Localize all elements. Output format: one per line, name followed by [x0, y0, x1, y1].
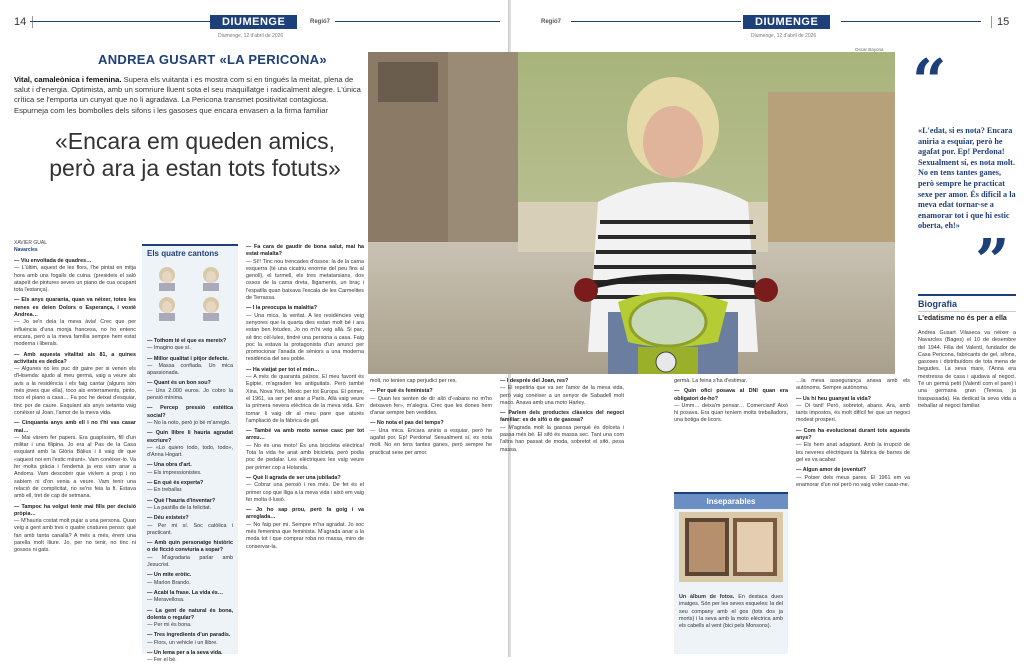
qa-item	[147, 338, 233, 353]
right-region-label: Regió7	[541, 19, 562, 25]
answer: …la meva assegurança anava amb els autònoms. Sempre autònoma.	[796, 378, 910, 392]
page-number: 14	[14, 16, 27, 28]
right-region-tag	[541, 14, 561, 30]
region-tag	[310, 14, 330, 30]
answer: — «Lo quiero todo, todo, todo», d'Anna Hogart.	[147, 444, 233, 459]
right-section-banner	[743, 14, 830, 30]
close-quote-icon: ”	[975, 227, 1010, 297]
qa-item	[147, 650, 233, 665]
answer: molt, no tenien cap perjudici per res.	[370, 378, 457, 384]
right-issue-date: Diumenge, 12 d'abril de 2026	[751, 33, 817, 39]
answer: — Mai vàrem fer papers. Era guapíssim, fill d'un militar i una filipina. Jo era al Pas de la Casa esquiant amb la Glòria Bàlius i li vaig dir que «aquest noi em l'estic mirant». Vam conèixer-lo. Va fer molta gràcia i l'endemà ja ens vam anar a Andorra. Vam descobrir que vivíem a prop i no sabíem ni d'on venia a veure. Vam tenir una relació de complicitat, no se'ns feia la fi. Estava amb ell, tret de cap de setmana.	[14, 434, 136, 500]
answer: — Marlon Brando.	[147, 579, 191, 586]
question: — Per què és feminista?	[370, 388, 433, 395]
question: — També va amb moto sense casc per tot arreu…	[246, 428, 364, 442]
qa-item	[246, 507, 364, 551]
answer: — Per mi sí. Soc catòlica i practicant.	[147, 522, 233, 536]
inseparables-caption-bold: Un àlbum de fotos.	[679, 594, 735, 600]
question: — Tampoc ha volgut tenir mai fills per decisió pròpia…	[14, 503, 136, 517]
qa-item	[500, 410, 624, 454]
issue-date: Diumenge, 12 d'abril de 2026	[218, 33, 284, 39]
qa-item	[500, 378, 624, 407]
qa-item	[246, 428, 364, 472]
qa-item	[246, 244, 364, 302]
qa-item	[796, 378, 910, 393]
qa-item	[370, 388, 492, 417]
answer: — Fer el bé.	[147, 657, 177, 664]
answer: — Per mi és bona.	[147, 622, 192, 629]
body-column-3	[246, 244, 364, 654]
question: — Tres ingredients d'un paradís.	[147, 632, 231, 639]
qa-item	[147, 515, 233, 537]
answer: — En treballar.	[147, 487, 183, 494]
question: — Quant és un bon sou?	[147, 380, 211, 387]
question: — Amb aquesta vitalitat als 81, a quines activitats es dedica?	[14, 351, 136, 365]
right-header-rule-2	[841, 21, 981, 22]
answer: — Meravellosa.	[147, 597, 185, 604]
right-column-b	[500, 378, 624, 654]
qa-item	[147, 540, 233, 569]
question: — Un lema per a la seva vida.	[147, 649, 223, 656]
qa-item	[14, 420, 136, 500]
question: — Algun amor de joventut?	[796, 467, 867, 474]
right-column-c	[674, 378, 788, 478]
qa-item	[147, 380, 233, 402]
question: — Quin ofici posava al DNI quan era obligatori de-ho?	[674, 388, 788, 402]
qa-item	[14, 297, 136, 348]
question: — Quin llibre li hauria agradat escriure?	[147, 430, 233, 444]
byline	[14, 240, 47, 254]
qa-item	[246, 305, 364, 363]
qa-item	[246, 367, 364, 425]
answer: — Quan les senten de dir allò d'«abans no m'ho deixaven fer», m'alegra. Crec que les dones hem d'anar sempre ben vestides.	[370, 395, 492, 417]
biography-subtitle: L'edatisme no és per a ella	[918, 311, 1016, 325]
qa-item	[796, 428, 910, 464]
answer: — Uns 2.000 euros. Jo cobro la pensió mínima.	[147, 387, 233, 402]
answer: — A més de quaranta països. El meu favorit és Egipte, m'agraden les antiguitats. Però també Xina, Nova York, Mèxic per tot Europa. El primer, el 1961, va ser per anar a París. Allà vaig veure la primera nevera elèctrica de la meva vida. Em tornar li vaig dir al meu pare que aturés l'ampliació de la fàbrica de gel.	[246, 374, 364, 424]
answer: — Oi tant! Però, sobretot, abans. Ara, amb tants impostos, és molt difícil fer que un negoci modest prosperi.	[796, 402, 910, 424]
qa-item	[370, 378, 492, 385]
region-label: Regió7	[310, 19, 331, 25]
qa-item	[14, 258, 136, 294]
qa-item	[674, 388, 788, 424]
answer: — Els impressionistes.	[147, 469, 202, 476]
answer: — Una mica, la veritat. A les residències veig senyores que la quarta dies estan molt bé i ara estan ben fotudes. Jo no m'hi veig allà. Si pac, sé tinc cèl·lules, tindré una persona a casa. Faig poc la estava la protagonista d'un anunci per promocionar l'anada de sèniors a una moderna residència del seu poble.	[246, 312, 364, 363]
inseparables-caption	[679, 594, 783, 654]
right-section-title: DIUMENGE	[743, 15, 830, 29]
question: — Parlem dels productes clàssics del negoci familiar: es de sifó o de gasosa?	[500, 410, 624, 424]
question: — Viu envoltada de quadres…	[14, 258, 92, 264]
qa-item	[796, 467, 910, 489]
question: — En què és experta?	[147, 480, 204, 487]
question: — Cinquanta anys amb ell i no t'hi vas casar mai…	[14, 420, 136, 434]
question: — Fa cara de gaudir de bona salut, mai ha estat malalta?	[246, 244, 364, 258]
pull-quote: «L'edat, si es nota? Encara aniria a esquiar, però he agafat por. Ep! Perdona! Sexualment sí, es nota molt. No en tens tantes ganes, però sempre he practicat sexe per amor. És difícil a la meva edat tornar-se a enamorar tot i que hi estic oberta, eh!»	[918, 126, 1016, 231]
photo-album-image	[679, 512, 783, 582]
biography-title: Biografia	[918, 294, 1016, 309]
answer: germà. La feina s'ha d'estimar.	[674, 378, 748, 384]
byline-place: Navarcles	[14, 247, 38, 253]
qa-item	[147, 498, 233, 513]
answer: — No la noto, però jo bé m'arreglo.	[147, 419, 231, 426]
inseparables-box	[674, 492, 788, 654]
question: — Ha viatjat per tot el món…	[246, 366, 320, 373]
question: — Què li agrada de ser una jubilada?	[246, 474, 341, 481]
qa-item	[14, 504, 136, 555]
answer: — La pastilla de la felicitat.	[147, 504, 212, 511]
qa-item	[674, 378, 788, 385]
question: — La gent de natural és bona, dolenta o regular?	[147, 607, 233, 621]
section-title: DIUMENGE	[210, 15, 297, 29]
right-page-number-box	[991, 14, 1009, 30]
answer: — Potser dels meus pares. El 1961 em va enamorar d'un noi però no vaig voler casar-me.	[796, 474, 910, 488]
question: — I després del Joan, res?	[500, 378, 569, 384]
question: — Què l'hauria d'inventar?	[147, 497, 216, 504]
question: — Acabi la frase. La vida és…	[147, 589, 224, 596]
open-quote-icon: “	[912, 47, 947, 117]
portrait-sketches	[147, 261, 233, 323]
quatre-cantons-title: Els quatre cantons	[147, 249, 219, 258]
question: — Percep pressió estètica social?	[147, 405, 233, 419]
answer: — Massa confiada. Un mica apassionada.	[147, 362, 233, 377]
qa-item	[796, 396, 910, 425]
left-header	[14, 14, 40, 30]
header-rule	[30, 21, 210, 22]
answer: — M'agrada molt la gasosa perquè és dolceta i passa més bé. El sifó és massa sec. Tant una com l'altra han passat de moda, sobretot el sifó, pesa massa.	[500, 424, 624, 453]
qa-item	[147, 608, 233, 630]
inseparables-title: Inseparables	[674, 494, 788, 509]
question: — Millor qualitat i pitjor defecte.	[147, 355, 229, 362]
question: — I la preocupa la malaltia?	[246, 305, 317, 312]
answer: — Una mica. Encara aniria a esquiar, però he agafat por. Ep! Perdona! Sexualment sí, es nota molt. No en tens tantes ganes, però sempre he practicat sexe per amor.	[370, 427, 492, 456]
lead-bold: Vital, camaleònica i femenina.	[14, 75, 122, 84]
answer: — Els hem anat adaptant. Amb la irrupció de les neveres elèctriques la fàbrica de barres de gel es va acabar.	[796, 442, 910, 463]
answer: — No faig per mi. Sempre m'ha agradat. Jo soc més femenina que feminista. M'agrada anar a la moda tot i que comprar roba no massa, miro de conservar-la.	[246, 521, 364, 550]
main-photo	[368, 52, 895, 374]
right-column-d	[796, 378, 910, 654]
headline: «Encara em queden amics, però ara ja estan tots fotuts»	[49, 128, 341, 181]
qa-item	[147, 572, 233, 587]
answer: — Jo se'n deia la meva àvia! Crec que per influència d'una monja francesa, no ho entenc encara, però a la meva família sempre hem estat moderna i liberals.	[14, 319, 136, 348]
answer: — Umm… deixa'm pensar… Comerciant! Això hi posava. Era quan teníem molts treballadors, una botiga de licors.	[674, 402, 788, 424]
question: — Déu existeix?	[147, 515, 189, 522]
inseparables-caption-text: En destaca dues imatges. Són per les seves esqueles: la del seu company amb el gos (tots dos ja morts) i la seva amb la moto elèctrica amb els cabells al vent (bici pels Monsons).	[679, 594, 783, 630]
answer: — Cobrar una pensió i res més. De fet és el primer cop que lliga a la meva vida i això em vaig fer molta il·lusió.	[246, 482, 364, 503]
qa-item	[246, 475, 364, 504]
answer: — Flors, un vehicle i un llibre.	[147, 639, 218, 646]
photo-credit: Oscar Bayona	[855, 47, 884, 52]
answer: — No és una moto! És una bicicleta elèctrica! Tota la vida he anat amb bicicleta, però podia poc de pedalar. Les elèctriques les vaig veure per primer cop a Holanda.	[246, 442, 364, 471]
question: — No nota el pas del temps?	[370, 420, 444, 427]
question: — Els anys quaranta, quan va néixer, totes les nenes es deien Dolors o Esperança, i vostè Andrea…	[14, 297, 136, 319]
right-page-number: 15	[997, 16, 1010, 28]
biography-paragraph: Andrea Gusart Vilaseca va néixer a Navarcles (Bages) el 10 de desembre del 1944. Filla del Valentí, fundador de Casa Pericona, fabricants de gel, sifons, gasoses i distribuïdors de tota mena de begudes. La seva mare, l'Anna era mestressa de casa i ajudava al negoci. Té un germà petit (Valentí com el pare) i una germana gran (Teresa, ja traspassada). Ha dedicat la seva vida a treballar al negoci familiar.	[918, 330, 1016, 409]
quatre-cantons-list	[147, 338, 233, 664]
section-banner	[210, 14, 297, 30]
right-header-rule	[571, 21, 741, 22]
lead-text: Supera els vuitanta i es mostra com si en tingués la meitat, plena de salut i d'energia. Optimista, amb un somriure lluent sota el seu maquillatge i radicalment alegre. L'única crítica se l'emporta un cunyat que no li agradava. La Pericona transmet positivitat contagiosa. Espurneja com les bombolles dels sifons i les gasoses que encara envasen a la firma familiar	[14, 75, 361, 115]
byline-author: XAVIER GUAL	[14, 240, 47, 246]
question: — Amb quin personatge històric o de ficció conviuria a sopar?	[147, 540, 233, 554]
answer: — M'agradaria parlar amb Jesucrist.	[147, 554, 233, 569]
qa-item	[14, 352, 136, 418]
qa-item	[147, 462, 233, 477]
right-column-a	[370, 378, 492, 654]
header-rule-right	[335, 21, 500, 22]
answer: — Sí!! Tinc nou trencades d'ossos: la de la cama esquerra (té una cicatriu enorme del peu fins al genoll), el turmell, els tres metatarsians, dos ossos de la cama dreta, lligaments, un braç i l'espatlla quan baixava l'escala de les Carmelites de Terrassa.	[246, 258, 364, 302]
qa-item	[147, 590, 233, 605]
answer: — Imagino que sí.	[147, 345, 191, 352]
qa-item	[147, 356, 233, 378]
question: — Com ha evolucionat durant tots aquests anys?	[796, 427, 910, 442]
answer: — L'últim, aquest de les flors, l'he pintat en mitja hora amb uns fogalls de cuina. (presideix el saló atapeït de pintures seves un piano de cua ocupant tota l'estança).	[14, 265, 136, 294]
answer: — Algunes no les puc dir gaire per si venen els d'Hisenda: ajudo al meu germà, vaig a veure als avis a la residència i els faig cantar (alguns són més joves que ella), toco als enterraments, pinto, toco el piano a casa… Fa poc he deixat d'esquiar, tinc por de caure. Esquiant als anys setanta vaig conèixer al Joan, l'amor de la meva vida.	[14, 366, 136, 416]
qa-item	[370, 420, 492, 456]
qa-item	[147, 430, 233, 459]
question: — Tothom té el que es mereix?	[147, 338, 227, 344]
question: — Us hi heu guanyat la vida?	[796, 395, 871, 402]
answer: — M'hauria costat molt pujar a una persona. Quan veig a gent amb tres o quatre criatures penso: què fan amb tanta canalla? A més a més, érem una parella molt lliure. Jo, per no tenir, no tinc ni gossos ni gats.	[14, 518, 136, 554]
lead-paragraph	[14, 75, 364, 116]
answer: — El repetiria que va ser l'amor de la meva vida, però vaig conèixer a un senyor de Sabadell molt maco. Anava amb una moto Harley.	[500, 385, 624, 406]
question: — Jo ho sap prou, però fa goig i va arreglada…	[246, 507, 364, 521]
biography-text	[918, 330, 1016, 652]
kicker: ANDREA GUSART «LA PERICONA»	[98, 52, 327, 67]
question: — Una obra d'art.	[147, 462, 192, 469]
quatre-cantons-box	[142, 244, 238, 664]
qa-item	[147, 480, 233, 495]
qa-item	[147, 632, 233, 647]
body-column-1	[14, 258, 136, 650]
question: — Un mite eròtic.	[147, 572, 192, 579]
qa-item	[147, 405, 233, 427]
